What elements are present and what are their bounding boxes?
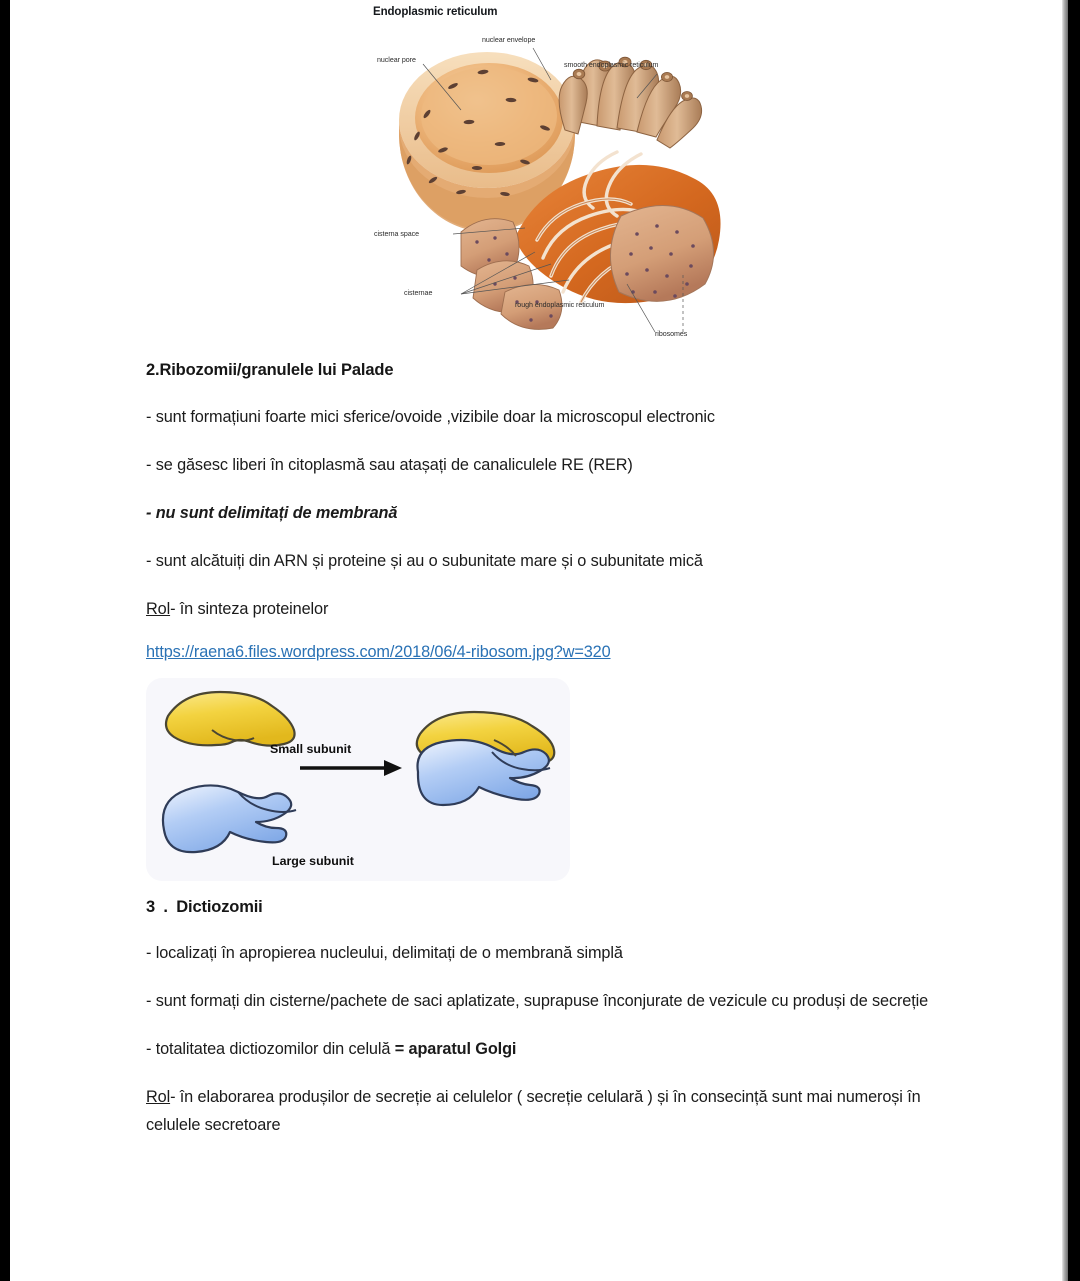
- er-figure-title: Endoplasmic reticulum: [373, 6, 498, 18]
- label-smooth-endoplasmic-reticulum: smooth endoplasmic reticulum: [564, 61, 659, 69]
- assembly-arrow: [300, 760, 402, 776]
- label-rough-endoplasmic-reticulum: rough endoplasmic reticulum: [515, 301, 605, 309]
- label-nuclear-pore: nuclear pore: [377, 56, 416, 64]
- section-2-bullet-4: - sunt alcătuiți din ARN și proteine și au o subunitate mare și o subunitate mică: [146, 551, 703, 570]
- ribosome-illustration: [146, 678, 570, 881]
- golgi-line-prefix: - totalitatea dictiozomilor din celulă: [146, 1040, 395, 1059]
- section-2-bullet-3: - nu sunt delimitați de membrană: [146, 503, 398, 522]
- ribosome-image-link[interactable]: https://raena6.files.wordpress.com/2018/06/4-ribosom.jpg?w=320: [146, 642, 611, 661]
- ribosome-subunits-figure: [146, 678, 570, 881]
- golgi-line-bold: = aparatul Golgi: [394, 1040, 517, 1059]
- section-2-bullet-2: - se găsesc liberi în citoplasmă sau atașați de canaliculele RE (RER): [146, 455, 633, 474]
- section-3-role-label: Rol: [146, 1088, 171, 1107]
- section-2-role-label: Rol: [146, 599, 171, 618]
- section-3-bullet-1: - localizați în apropierea nucleului, delimitați de o membrană simplă: [146, 944, 623, 963]
- section-2-role-line: [146, 595, 958, 623]
- section-2-heading: 2.Ribozomii/granulele lui Palade: [146, 361, 394, 379]
- section-3-role-line: [146, 1083, 958, 1139]
- label-cisterna-space: cisterna space: [374, 230, 420, 238]
- right-gutter: [1068, 0, 1080, 1281]
- ribosome-image-link-row: [146, 643, 958, 662]
- section-2-bullet-1: - sunt formațiuni foarte mici sferice/ovoide ,vizibile doar la microscopul electronic: [146, 407, 715, 426]
- endoplasmic-reticulum-figure: [365, 2, 725, 347]
- small-subunit-label: Small subunit: [270, 741, 352, 756]
- section-3-heading: [146, 897, 958, 918]
- page-sheet: [10, 0, 1062, 1281]
- section-3-block: [146, 897, 958, 1140]
- large-subunit-label: Large subunit: [272, 853, 354, 868]
- section-3-heading-number: 3.: [146, 897, 177, 916]
- section-3-heading-title: Dictiozomii: [176, 897, 263, 916]
- section-2-role-text: - în sinteza proteinelor: [170, 599, 329, 618]
- section-3-bullet-2: - sunt formați din cisterne/pachete de saci aplatizate, suprapuse înconjurate de vezicule cu produși de secreție: [146, 992, 929, 1011]
- label-nuclear-envelope: nuclear envelope: [482, 36, 536, 44]
- section-3-golgi-line: [146, 1035, 958, 1063]
- label-cisternae: cisternae: [404, 289, 433, 297]
- section-3-role-text: - în elaborarea produșilor de secreție ai celulelor ( secreție celulară ) și în consecință sunt mai numeroși în celulele secretoare: [146, 1088, 921, 1135]
- document-body: [146, 360, 958, 1159]
- label-ribosomes: ribosomes: [655, 330, 688, 338]
